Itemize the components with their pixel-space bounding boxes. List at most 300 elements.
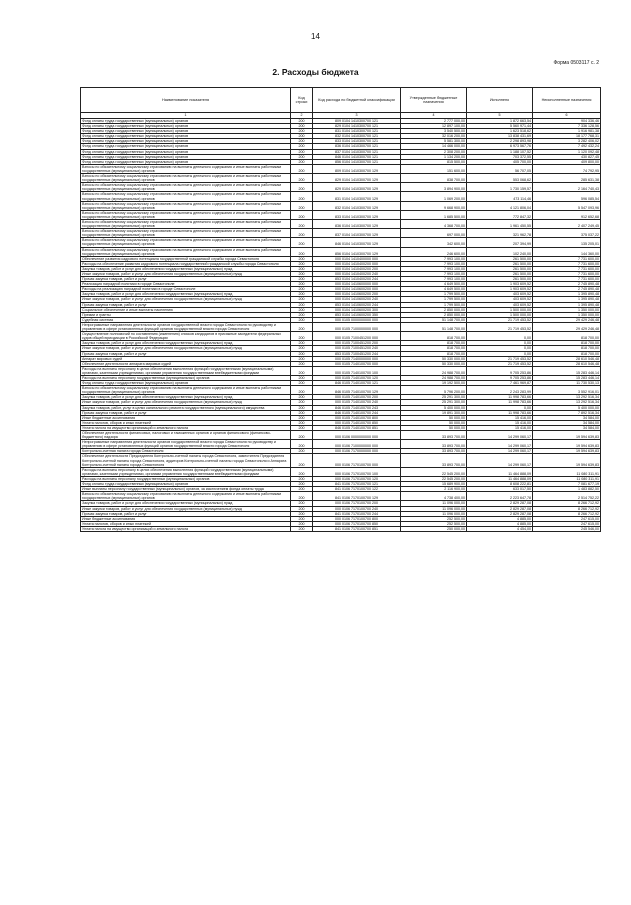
row-executed: 0,00 bbox=[467, 332, 533, 341]
row-unexecuted: 7 492 432,24 bbox=[533, 144, 601, 149]
row-indicator-name: Расходы на выплаты персоналу государственных (муниципальных) органов bbox=[81, 476, 291, 481]
row-indicator-name: Иные закупки товаров, работ и услуг для обеспечения государственных (муниципальных) нужд bbox=[81, 506, 291, 511]
row-indicator-name: Иные бюджетные ассигнования bbox=[81, 516, 291, 521]
row-approved: 838 700,00 bbox=[401, 174, 467, 183]
row-approved: 33 893 700,00 bbox=[401, 454, 467, 467]
row-unexecuted: 904 336,46 bbox=[533, 119, 601, 124]
row-unexecuted: 2 745 890,48 bbox=[533, 287, 601, 292]
row-approved: 4 649 500,00 bbox=[401, 287, 467, 292]
row-unexecuted: 15 283 446,14 bbox=[533, 366, 601, 375]
row-classification-code: 829 0104 1410300700 129 bbox=[313, 174, 401, 183]
row-indicator-name: Расходы на выплаты персоналу государственных (муниципальных) органов bbox=[81, 375, 291, 380]
header-executed: Исполнено bbox=[467, 88, 533, 113]
row-line-code: 200 bbox=[291, 174, 313, 183]
row-indicator-name: Фонд оплаты труда государственных (муниципальных) органов bbox=[81, 159, 291, 164]
row-indicator-name: Фонд оплаты труда государственных (муниципальных) органов bbox=[81, 124, 291, 129]
row-approved: 7 993 100,00 bbox=[401, 266, 467, 271]
row-approved: 19 192 500,00 bbox=[401, 381, 467, 386]
row-approved: 32 016 200,00 bbox=[401, 134, 467, 139]
row-unexecuted: 7 731 600,00 bbox=[533, 256, 601, 261]
row-classification-code: 846 0105 7140100700 121 bbox=[313, 381, 401, 386]
row-line-code: 200 bbox=[291, 282, 313, 287]
row-approved: 1 134 200,00 bbox=[401, 154, 467, 159]
row-approved: 818 700,00 bbox=[401, 346, 467, 351]
table-row bbox=[81, 164, 601, 173]
row-unexecuted: 7 731 600,00 bbox=[533, 261, 601, 266]
row-classification-code: 000 0105 7140100700 800 bbox=[313, 415, 401, 420]
row-approved: 815 500,00 bbox=[401, 159, 467, 164]
row-indicator-name: Расходы на выплаты персоналу в целях обеспечения выполнения функций государственными (муниципальными) органами, казенными учреждениями, органами управления государственными внебюджетными фондами bbox=[81, 467, 291, 476]
row-executed: 403 609,52 bbox=[467, 297, 533, 302]
row-line-code: 200 bbox=[291, 192, 313, 201]
row-classification-code: 000 0105 7140100700 000 bbox=[313, 361, 401, 366]
row-line-code: 200 bbox=[291, 366, 313, 375]
row-indicator-name: Фонд оплаты труда государственных (муниципальных) органов bbox=[81, 154, 291, 159]
row-classification-code: 000 0105 7140100700 200 bbox=[313, 395, 401, 400]
row-approved: 25 291 300,00 bbox=[401, 400, 467, 405]
row-unexecuted: 29 429 246,48 bbox=[533, 322, 601, 331]
row-classification-code: 000 0105 0000000000 000 bbox=[313, 317, 401, 322]
row-line-code: 200 bbox=[291, 346, 313, 351]
row-line-code: 200 bbox=[291, 164, 313, 173]
row-line-code: 200 bbox=[291, 124, 313, 129]
row-classification-code: 000 0104 1410400200 200 bbox=[313, 266, 401, 271]
table-row bbox=[81, 482, 601, 487]
row-line-code: 200 bbox=[291, 526, 313, 531]
row-executed: 21 719 453,52 bbox=[467, 361, 533, 366]
row-indicator-name: Иные закупки товаров, работ и услуг для обеспечения государственных (муниципальных) нужд bbox=[81, 297, 291, 302]
row-indicator-name: Закупка товаров, работ, услуг в целях капитального ремонта государственного (муниципального) имущества bbox=[81, 405, 291, 410]
row-line-code: 200 bbox=[291, 405, 313, 410]
row-indicator-name: Взносы по обязательному социальному страхованию на выплаты денежного содержания и иные выплаты работникам государственных (муниципальных) органов bbox=[81, 247, 291, 256]
row-approved: 246 600,00 bbox=[401, 247, 467, 256]
row-line-code: 200 bbox=[291, 476, 313, 481]
row-classification-code: 856 0104 1410300700 129 bbox=[313, 247, 401, 256]
row-indicator-name: Иные бюджетные ассигнования bbox=[81, 415, 291, 420]
row-classification-code: 000 0105 7140100700 850 bbox=[313, 420, 401, 425]
row-unexecuted: 818 700,00 bbox=[533, 346, 601, 351]
row-indicator-name: Уплата налога на имущество организаций и земельного налога bbox=[81, 425, 291, 430]
row-indicator-name: Реализация наградной политики в городе Севастополе bbox=[81, 282, 291, 287]
row-unexecuted: 7 336 128,56 bbox=[533, 124, 601, 129]
row-classification-code: 000 0106 7170100700 800 bbox=[313, 516, 401, 521]
row-approved: 24 988 700,00 bbox=[401, 375, 467, 380]
row-line-code: 200 bbox=[291, 210, 313, 219]
row-indicator-name: Обеспечение деятельности Председателя Контрольно-счетной палаты города Севастополя, заместителя Председателя Контрольно-счетной палаты города Севастополя, аудиторов Контрольно-счетной палаты города Севастополя и Аппарата Контрольно-счетной палаты города Севастополя bbox=[81, 454, 291, 467]
table-row bbox=[81, 467, 601, 476]
table-row bbox=[81, 361, 601, 366]
row-executed: 0,00 bbox=[467, 405, 533, 410]
table-row bbox=[81, 487, 601, 492]
row-line-code: 200 bbox=[291, 119, 313, 124]
row-executed: 13 838 431,69 bbox=[467, 134, 533, 139]
table-row bbox=[81, 322, 601, 331]
row-unexecuted: 7 731 600,00 bbox=[533, 277, 601, 282]
row-unexecuted: 144 360,00 bbox=[533, 247, 601, 256]
table-row bbox=[81, 425, 601, 430]
row-executed: 14 299 060,17 bbox=[467, 431, 533, 440]
row-line-code: 200 bbox=[291, 256, 313, 261]
row-line-code: 200 bbox=[291, 506, 313, 511]
row-indicator-name: Осуществление полномочий по составлению (изменению) списков кандидатов в присяжные заседатели федеральных судов общей юрисдикции в Российской Федерации bbox=[81, 332, 291, 341]
row-line-code: 200 bbox=[291, 516, 313, 521]
row-classification-code: 000 0104 1410600200 240 bbox=[313, 297, 401, 302]
row-executed: 207 394,99 bbox=[467, 238, 533, 247]
row-line-code: 200 bbox=[291, 511, 313, 516]
row-line-code: 200 bbox=[291, 501, 313, 506]
row-indicator-name: Фонд оплаты труда государственных (муниципальных) органов bbox=[81, 139, 291, 144]
table-row bbox=[81, 154, 601, 159]
table-row bbox=[81, 381, 601, 386]
row-executed: 21 719 453,52 bbox=[467, 356, 533, 361]
row-indicator-name: Иные выплаты персоналу государственных (муниципальных) органов, за исключением фонда оплаты труда bbox=[81, 487, 291, 492]
row-classification-code: 841 0106 7170100700 244 bbox=[313, 511, 401, 516]
row-unexecuted: 596 085,54 bbox=[533, 192, 601, 201]
row-approved: 9 668 900,00 bbox=[401, 201, 467, 210]
row-indicator-name: Прочая закупка товаров, работ и услуг bbox=[81, 410, 291, 415]
row-indicator-name: Иные закупки товаров, работ и услуг для обеспечения государственных (муниципальных) нужд bbox=[81, 400, 291, 405]
row-line-code: 200 bbox=[291, 261, 313, 266]
row-indicator-name: Прочая закупка товаров, работ и услуг bbox=[81, 302, 291, 307]
row-classification-code: 000 0106 7170100700 200 bbox=[313, 501, 401, 506]
row-unexecuted: 1 395 890,48 bbox=[533, 292, 601, 297]
row-approved: 818 700,00 bbox=[401, 341, 467, 346]
row-executed: 2 243 283,99 bbox=[467, 386, 533, 395]
header-indicator-name: Наименование показателя bbox=[81, 88, 291, 113]
row-indicator-name: Расходы на реализацию наградной политики в городе Севастополе bbox=[81, 287, 291, 292]
table-row bbox=[81, 174, 601, 183]
row-unexecuted: 8 266 712,92 bbox=[533, 511, 601, 516]
row-classification-code: 000 0106 7100000000 000 bbox=[313, 440, 401, 449]
row-indicator-name: Прочая закупка товаров, работ и услуг bbox=[81, 511, 291, 516]
table-row bbox=[81, 400, 601, 405]
row-unexecuted: 34 584,00 bbox=[533, 425, 601, 430]
row-indicator-name: Взносы по обязательному социальному страхованию на выплаты денежного содержания и иные выплаты работникам государственных (муниципальных) органов bbox=[81, 219, 291, 228]
row-line-code: 200 bbox=[291, 238, 313, 247]
row-unexecuted: 34 584,00 bbox=[533, 415, 601, 420]
row-classification-code: 836 0104 1410300700 129 bbox=[313, 219, 401, 228]
row-line-code: 200 bbox=[291, 272, 313, 277]
table-row bbox=[81, 261, 601, 266]
row-executed: 0,00 bbox=[467, 351, 533, 356]
row-indicator-name: Прочая закупка товаров, работ и услуг bbox=[81, 277, 291, 282]
row-unexecuted: 285 631,38 bbox=[533, 174, 601, 183]
row-indicator-name: Иные закупки товаров, работ и услуг для обеспечения государственных (муниципальных) нужд bbox=[81, 346, 291, 351]
row-approved: 4 738 400,00 bbox=[401, 492, 467, 501]
row-line-code: 200 bbox=[291, 129, 313, 134]
table-row bbox=[81, 366, 601, 375]
row-approved: 50 330 000,00 bbox=[401, 356, 467, 361]
row-line-code: 200 bbox=[291, 307, 313, 312]
row-executed: 1 903 609,52 bbox=[467, 287, 533, 292]
row-classification-code: 000 0105 7140100700 120 bbox=[313, 375, 401, 380]
row-classification-code: 846 0104 1410300700 129 bbox=[313, 238, 401, 247]
table-row bbox=[81, 440, 601, 449]
row-indicator-name: Обеспечение деятельности финансовых, налоговых и таможенных органов и органов финансового (финансово-бюджетного) надзора bbox=[81, 431, 291, 440]
row-line-code: 200 bbox=[291, 521, 313, 526]
row-approved: 1 685 500,00 bbox=[401, 210, 467, 219]
row-classification-code: 846 0104 1410300700 121 bbox=[313, 154, 401, 159]
row-classification-code: 000 0106 7170000000 000 bbox=[313, 449, 401, 454]
row-approved: 2 777 000,00 bbox=[401, 119, 467, 124]
row-line-code: 200 bbox=[291, 332, 313, 341]
row-executed: 261 500,00 bbox=[467, 266, 533, 271]
budget-expenses-table bbox=[80, 87, 601, 532]
table-row bbox=[81, 431, 601, 440]
row-classification-code: 841 0106 7170100700 121 bbox=[313, 482, 401, 487]
row-line-code: 200 bbox=[291, 183, 313, 192]
row-executed: 15 416,00 bbox=[467, 420, 533, 425]
row-executed: 11 998 783,66 bbox=[467, 410, 533, 415]
row-approved: 12 897 100,00 bbox=[401, 124, 467, 129]
row-classification-code: 841 0106 7170100700 129 bbox=[313, 492, 401, 501]
row-unexecuted: 5 400 000,00 bbox=[533, 405, 601, 410]
row-approved: 7 993 100,00 bbox=[401, 256, 467, 261]
row-line-code: 200 bbox=[291, 159, 313, 164]
row-unexecuted: 818 700,00 bbox=[533, 332, 601, 341]
row-indicator-name: Фонд оплаты труда государственных (муниципальных) органов bbox=[81, 149, 291, 154]
row-unexecuted: 28 610 546,48 bbox=[533, 361, 601, 366]
row-indicator-name: Взносы по обязательному социальному страхованию на выплаты денежного содержания и иные выплаты работникам государственных (муниципальных) органов bbox=[81, 238, 291, 247]
table-row bbox=[81, 129, 601, 134]
row-classification-code: 853 0104 1410400200 244 bbox=[313, 277, 401, 282]
row-classification-code: 000 0104 1410400000 000 bbox=[313, 256, 401, 261]
table-row bbox=[81, 201, 601, 210]
row-indicator-name: Взносы по обязательному социальному страхованию на выплаты денежного содержания и иные выплаты работникам государственных (муниципальных) органов bbox=[81, 192, 291, 201]
row-approved: 7 993 100,00 bbox=[401, 272, 467, 277]
row-indicator-name: Прочая закупка товаров, работ и услуг bbox=[81, 351, 291, 356]
row-classification-code: 000 0104 1410400200 000 bbox=[313, 261, 401, 266]
row-unexecuted: 11 730 530,13 bbox=[533, 381, 601, 386]
row-executed: 1 188 107,52 bbox=[467, 149, 533, 154]
row-unexecuted: 247 615,00 bbox=[533, 516, 601, 521]
row-approved: 2 116 900,00 bbox=[401, 487, 467, 492]
row-line-code: 200 bbox=[291, 149, 313, 154]
row-approved: 2 308 200,00 bbox=[401, 149, 467, 154]
row-classification-code: 853 0104 1410600200 350 bbox=[313, 312, 401, 317]
row-executed: 14 299 060,17 bbox=[467, 440, 533, 449]
row-unexecuted: 11 080 311,91 bbox=[533, 467, 601, 476]
row-unexecuted: 74 792,95 bbox=[533, 164, 601, 173]
row-approved: 25 291 300,00 bbox=[401, 395, 467, 400]
row-line-code: 200 bbox=[291, 440, 313, 449]
row-line-code: 200 bbox=[291, 361, 313, 366]
row-executed: 15 416,00 bbox=[467, 415, 533, 420]
table-row bbox=[81, 210, 601, 219]
row-classification-code: 846 0105 7140100700 851 bbox=[313, 425, 401, 430]
row-executed: 11 464 888,09 bbox=[467, 476, 533, 481]
row-executed: 21 719 453,52 bbox=[467, 317, 533, 322]
row-approved: 1 069 200,00 bbox=[401, 192, 467, 201]
row-approved: 3 894 900,00 bbox=[401, 183, 467, 192]
row-unexecuted: 1 395 890,48 bbox=[533, 297, 601, 302]
table-row bbox=[81, 144, 601, 149]
row-indicator-name: Премии и гранты bbox=[81, 312, 291, 317]
row-executed: 261 500,00 bbox=[467, 277, 533, 282]
row-indicator-name: Взносы по обязательному социальному страхованию на выплаты денежного содержания и иные выплаты работникам государственных (муниципальных) органов bbox=[81, 386, 291, 395]
row-executed: 633 017,50 bbox=[467, 487, 533, 492]
row-classification-code: 809 0104 1410300700 121 bbox=[313, 119, 401, 124]
row-line-code: 200 bbox=[291, 266, 313, 271]
row-classification-code: 853 0104 1410600200 244 bbox=[313, 302, 401, 307]
row-unexecuted: 15 283 446,14 bbox=[533, 375, 601, 380]
row-unexecuted: 1 350 000,00 bbox=[533, 307, 601, 312]
row-approved: 5 796 200,00 bbox=[401, 386, 467, 395]
row-classification-code: 856 0104 1410300700 121 bbox=[313, 159, 401, 164]
row-approved: 11 096 000,00 bbox=[401, 511, 467, 516]
page-number: 14 bbox=[311, 32, 320, 41]
row-classification-code: 000 0104 1410400200 240 bbox=[313, 272, 401, 277]
row-approved: 50 000,00 bbox=[401, 415, 467, 420]
row-classification-code: 846 0105 7140100700 244 bbox=[313, 410, 401, 415]
row-unexecuted: 3 552 916,01 bbox=[533, 386, 601, 395]
row-unexecuted: 1 350 000,00 bbox=[533, 312, 601, 317]
row-executed: 21 719 453,52 bbox=[467, 322, 533, 331]
colnum: 6 bbox=[533, 113, 601, 119]
table-row bbox=[81, 266, 601, 271]
row-executed: 11 464 888,09 bbox=[467, 467, 533, 476]
row-unexecuted: 7 731 600,00 bbox=[533, 272, 601, 277]
row-classification-code: 831 0104 1410300700 129 bbox=[313, 192, 401, 201]
row-unexecuted: 13 292 516,34 bbox=[533, 400, 601, 405]
row-classification-code: 837 0104 1410300700 121 bbox=[313, 149, 401, 154]
row-executed: 4 885,00 bbox=[467, 516, 533, 521]
row-approved: 51 148 700,00 bbox=[401, 322, 467, 331]
table-row bbox=[81, 183, 601, 192]
row-unexecuted: 19 594 639,83 bbox=[533, 440, 601, 449]
table-body bbox=[81, 119, 601, 532]
row-unexecuted: 1 120 092,48 bbox=[533, 149, 601, 154]
row-executed: 102 240,00 bbox=[467, 247, 533, 256]
row-classification-code: 000 0106 7170100700 120 bbox=[313, 476, 401, 481]
row-indicator-name: Непрограммные направления деятельности органов государственной власти города Севастополя по руководству и управлению в сфере установленных функций органов государственной власти города Севастополя bbox=[81, 440, 291, 449]
row-executed: 8 608 222,81 bbox=[467, 482, 533, 487]
row-line-code: 200 bbox=[291, 487, 313, 492]
row-line-code: 200 bbox=[291, 144, 313, 149]
row-line-code: 200 bbox=[291, 410, 313, 415]
table-row bbox=[81, 501, 601, 506]
row-unexecuted: 5 547 093,96 bbox=[533, 201, 601, 210]
row-approved: 252 500,00 bbox=[401, 516, 467, 521]
header-approved: Утвержденные бюджетные назначения bbox=[401, 88, 467, 113]
row-unexecuted: 375 037,22 bbox=[533, 229, 601, 238]
row-indicator-name: Фонд оплаты труда государственных (муниципальных) органов bbox=[81, 129, 291, 134]
row-indicator-name: Взносы по обязательному социальному страхованию на выплаты денежного содержания и иные выплаты работникам государственных (муниципальных) органов bbox=[81, 164, 291, 173]
row-line-code: 200 bbox=[291, 287, 313, 292]
row-executed: 1 500 000,00 bbox=[467, 312, 533, 317]
table-row bbox=[81, 229, 601, 238]
table-row bbox=[81, 506, 601, 511]
table-row bbox=[81, 449, 601, 454]
table-row bbox=[81, 272, 601, 277]
row-classification-code: 846 0105 7140100700 243 bbox=[313, 405, 401, 410]
row-line-code: 200 bbox=[291, 467, 313, 476]
row-approved: 7 993 100,00 bbox=[401, 261, 467, 266]
row-executed: 0,00 bbox=[467, 341, 533, 346]
row-unexecuted: 818 700,00 bbox=[533, 351, 601, 356]
row-unexecuted: 245 546,00 bbox=[533, 526, 601, 531]
table-row bbox=[81, 287, 601, 292]
header-classification-code: Код расхода по бюджетной классификации bbox=[313, 88, 401, 113]
row-classification-code: 831 0104 1410300700 121 bbox=[313, 129, 401, 134]
row-classification-code: 846 0105 7140100700 129 bbox=[313, 386, 401, 395]
row-approved: 11 096 000,00 bbox=[401, 501, 467, 506]
row-classification-code: 853 0105 7100451200 244 bbox=[313, 351, 401, 356]
row-line-code: 200 bbox=[291, 351, 313, 356]
row-line-code: 200 bbox=[291, 400, 313, 405]
row-unexecuted: 1 483 882,50 bbox=[533, 487, 601, 492]
row-line-code: 200 bbox=[291, 134, 313, 139]
row-classification-code: 000 0106 7170100700 850 bbox=[313, 521, 401, 526]
row-line-code: 200 bbox=[291, 449, 313, 454]
row-classification-code: 000 0106 7170100700 240 bbox=[313, 506, 401, 511]
table-row bbox=[81, 282, 601, 287]
row-unexecuted: 2 407 249,45 bbox=[533, 219, 601, 228]
row-unexecuted: 430 827,45 bbox=[533, 154, 601, 159]
row-unexecuted: 11 080 311,91 bbox=[533, 476, 601, 481]
row-approved: 15 689 900,00 bbox=[401, 482, 467, 487]
form-reference: Форма 0503117 с. 2 bbox=[553, 60, 599, 66]
row-approved: 33 893 700,00 bbox=[401, 449, 467, 454]
row-unexecuted: 247 615,00 bbox=[533, 521, 601, 526]
row-approved: 50 000,00 bbox=[401, 420, 467, 425]
row-executed: 56 707,05 bbox=[467, 164, 533, 173]
row-executed: 553 068,62 bbox=[467, 174, 533, 183]
table-header-row bbox=[81, 88, 601, 113]
row-executed: 6 973 567,76 bbox=[467, 144, 533, 149]
row-classification-code: 000 0105 7140000000 000 bbox=[313, 356, 401, 361]
row-executed: 2 298 893,98 bbox=[467, 139, 533, 144]
row-unexecuted: 7 731 600,00 bbox=[533, 266, 601, 271]
table-row bbox=[81, 149, 601, 154]
row-approved: 3 540 500,00 bbox=[401, 129, 467, 134]
row-classification-code: 832 0104 1410300700 129 bbox=[313, 201, 401, 210]
row-line-code: 200 bbox=[291, 219, 313, 228]
row-unexecuted: 7 892 516,34 bbox=[533, 410, 601, 415]
colnum: 1 bbox=[81, 113, 291, 119]
row-approved: 697 000,00 bbox=[401, 229, 467, 238]
row-indicator-name: Фонд оплаты труда государственных (муниципальных) органов bbox=[81, 119, 291, 124]
row-line-code: 200 bbox=[291, 415, 313, 420]
row-indicator-name: Контрольно-счетная палата города Севастополя bbox=[81, 449, 291, 454]
row-indicator-name: Уплата налогов, сборов и иных платежей bbox=[81, 420, 291, 425]
row-unexecuted: 8 266 712,92 bbox=[533, 506, 601, 511]
row-indicator-name: Фонд оплаты труда государственных (муниципальных) органов bbox=[81, 134, 291, 139]
row-approved: 1 799 500,00 bbox=[401, 292, 467, 297]
colnum: 3 bbox=[313, 113, 401, 119]
row-line-code: 200 bbox=[291, 312, 313, 317]
table-row bbox=[81, 454, 601, 467]
row-indicator-name: Фонд оплаты труда государственных (муниципальных) органов bbox=[81, 381, 291, 386]
row-approved: 4 368 700,00 bbox=[401, 219, 467, 228]
row-unexecuted: 8 266 712,92 bbox=[533, 501, 601, 506]
row-indicator-name: Иные закупки товаров, работ и услуг для обеспечения государственных (муниципальных) нужд bbox=[81, 272, 291, 277]
row-line-code: 200 bbox=[291, 492, 313, 501]
row-approved: 51 148 700,00 bbox=[401, 317, 467, 322]
row-approved: 24 988 700,00 bbox=[401, 366, 467, 375]
row-indicator-name: Взносы по обязательному социальному страхованию на выплаты денежного содержания и иные выплаты работникам государственных (муниципальных) органов bbox=[81, 183, 291, 192]
row-line-code: 200 bbox=[291, 381, 313, 386]
table-row bbox=[81, 526, 601, 531]
row-line-code: 200 bbox=[291, 317, 313, 322]
row-unexecuted: 3 282 406,02 bbox=[533, 139, 601, 144]
row-classification-code: 000 0105 7140100700 240 bbox=[313, 400, 401, 405]
row-executed: 1 903 609,52 bbox=[467, 282, 533, 287]
row-executed: 7 461 969,87 bbox=[467, 381, 533, 386]
row-executed: 261 500,00 bbox=[467, 261, 533, 266]
row-classification-code: 000 0105 7140100700 100 bbox=[313, 366, 401, 375]
row-executed: 1 623 518,62 bbox=[467, 129, 533, 134]
